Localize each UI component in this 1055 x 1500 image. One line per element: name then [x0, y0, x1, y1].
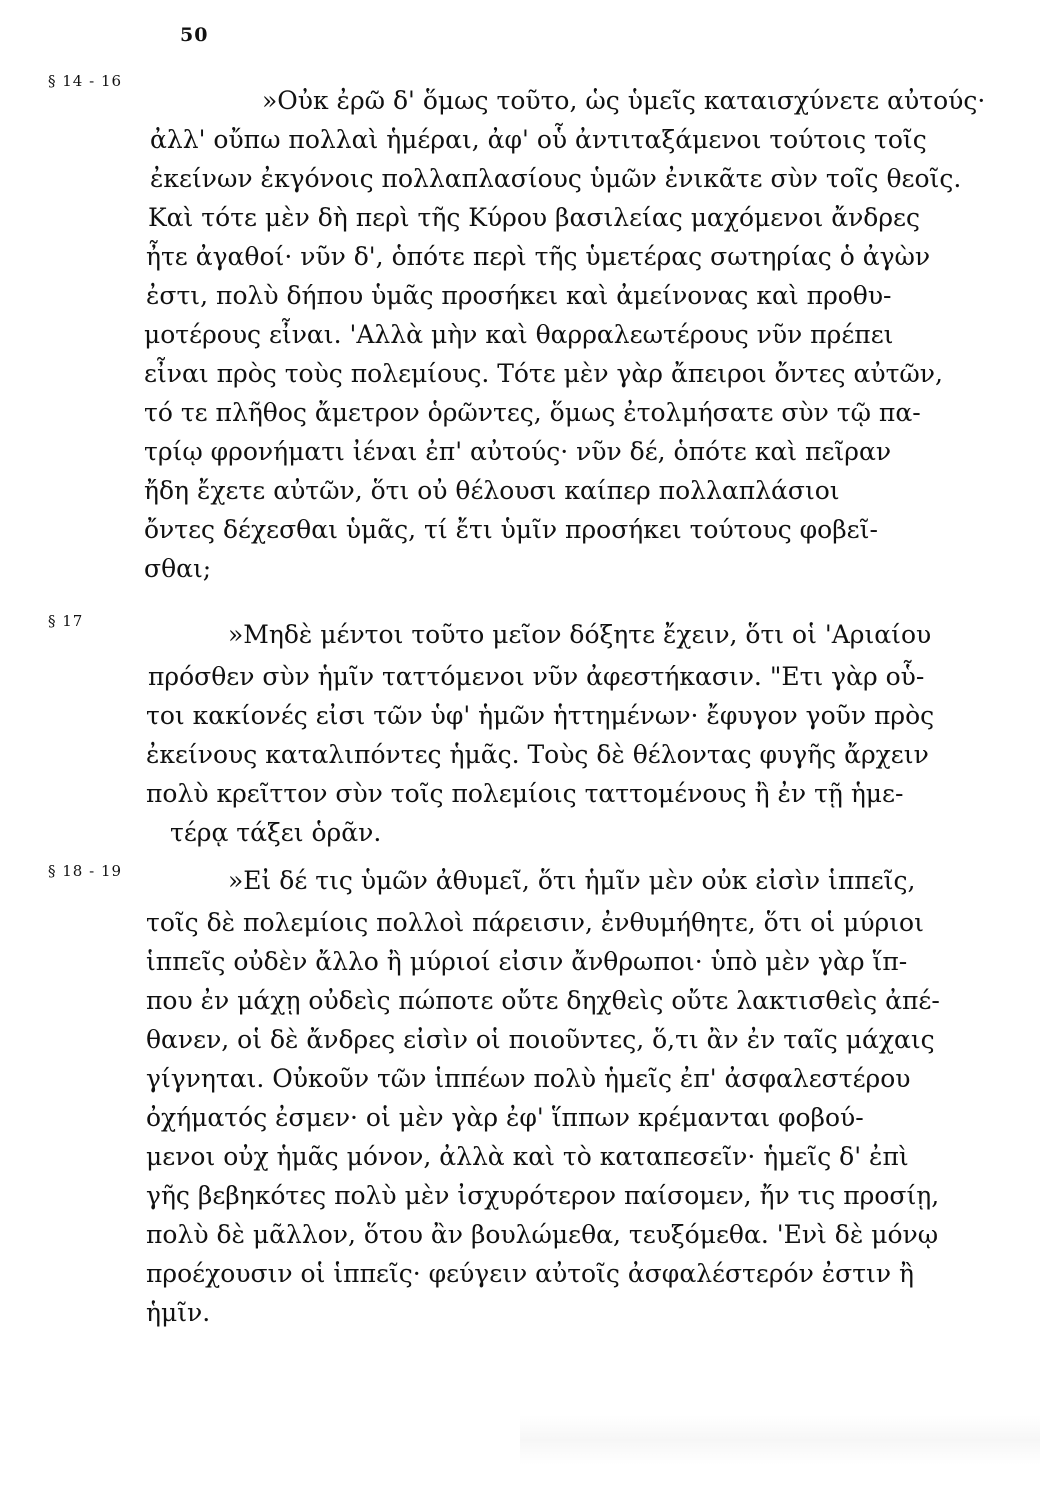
- text-line: προέχουσιν οἱ ἱππεῖς· φεύγειν αὐτοῖς ἀσφαλέστερόν ἐστιν ἢ: [146, 1259, 914, 1288]
- text-line: ἐκείνων ἐκγόνοις πολλαπλασίους ὑμῶν ἐνικᾶτε σὺν τοῖς θεοῖς.: [150, 164, 962, 193]
- text-line: ἡμῖν.: [146, 1298, 211, 1327]
- text-line: γίγνηται. Οὐκοῦν τῶν ἱππέων πολὺ ἡμεῖς ἐπ' ἀσφαλεστέρου: [146, 1064, 911, 1093]
- text-line: τοῖς δὲ πολεμίοις πολλοὶ πάρεισιν, ἐνθυμήθητε, ὅτι οἱ μύριοι: [146, 908, 924, 937]
- page-number: 50: [180, 24, 209, 46]
- text-line: που ἐν μάχῃ οὐδεὶς πώποτε οὔτε δηχθεὶς οὔτε λακτισθεὶς ἀπέ-: [146, 986, 940, 1015]
- text-line: ἤδη ἔχετε αὐτῶν, ὅτι οὐ θέλουσι καίπερ πολλαπλάσιοι: [144, 476, 840, 505]
- text-line: ἐστι, πολὺ δήπου ὑμᾶς προσήκει καὶ ἀμείνονας καὶ προθυ-: [146, 281, 892, 310]
- text-line: θανεν, οἱ δὲ ἄνδρες εἰσὶν οἱ ποιοῦντες, ὅ,τι ἂν ἐν ταῖς μάχαις: [146, 1025, 935, 1054]
- text-line: »Εἰ δέ τις ὑμῶν ἀθυμεῖ, ὅτι ἡμῖν μὲν οὐκ εἰσὶν ἱππεῖς,: [228, 866, 916, 895]
- text-line: ἐκείνους καταλιπόντες ἡμᾶς. Τοὺς δὲ θέλοντας φυγῆς ἄρχειν: [146, 740, 929, 769]
- text-line: εἶναι πρὸς τοὺς πολεμίους. Τότε μὲν γὰρ ἄπειροι ὄντες αὐτῶν,: [144, 359, 943, 388]
- text-line: ἀλλ' οὔπω πολλαὶ ἡμέραι, ἀφ' οὗ ἀντιταξάμενοι τούτοις τοῖς: [150, 125, 927, 154]
- text-line: σθαι;: [144, 554, 212, 583]
- text-line: Καὶ τότε μὲν δὴ περὶ τῆς Κύρου βασιλείας μαχόμενοι ἄνδρες: [148, 203, 920, 232]
- section-ref: § 17: [48, 612, 84, 630]
- section-ref: § 14 - 16: [48, 72, 123, 90]
- text-line: ὀχήματός ἐσμεν· οἱ μὲν γὰρ ἐφ' ἵππων κρέμανται φοβού-: [146, 1103, 864, 1132]
- text-line: ἱππεῖς οὐδὲν ἄλλο ἢ μύριοί εἰσιν ἄνθρωποι· ὑπὸ μὲν γὰρ ἵπ-: [146, 947, 908, 976]
- text-line: πολὺ δὲ μᾶλλον, ὅτου ἂν βουλώμεθα, τευξόμεθα. 'Ενὶ δὲ μόνῳ: [146, 1220, 939, 1249]
- text-line: »Οὐκ ἐρῶ δ' ὅμως τοῦτο, ὡς ὑμεῖς καταισχύνετε αὐτούς·: [262, 86, 986, 115]
- text-line: πολὺ κρεῖττον σὺν τοῖς πολεμίοις ταττομένους ἢ ἐν τῇ ἡμε-: [146, 779, 904, 808]
- text-line: τρίῳ φρονήματι ἰέναι ἐπ' αὐτούς· νῦν δέ, ὁπότε καὶ πεῖραν: [144, 437, 892, 466]
- text-line: τό τε πλῆθος ἄμετρον ὁρῶντες, ὅμως ἐτολμήσατε σὺν τῷ πα-: [144, 398, 921, 427]
- text-line: γῆς βεβηκότες πολὺ μὲν ἰσχυρότερον παίσομεν, ἤν τις προσίῃ,: [146, 1181, 940, 1210]
- text-line: ὄντες δέχεσθαι ὑμᾶς, τί ἔτι ὑμῖν προσήκει τούτους φοβεῖ-: [144, 515, 878, 544]
- section-ref: § 18 - 19: [48, 862, 123, 880]
- text-line: μοτέρους εἶναι. 'Αλλὰ μὴν καὶ θαρραλεωτέρους νῦν πρέπει: [144, 320, 894, 349]
- text-line: τέρᾳ τάξει ὁρᾶν.: [170, 818, 382, 847]
- text-line: πρόσθεν σὺν ἡμῖν ταττόμενοι νῦν ἀφεστήκασιν. "Ετι γὰρ οὗ-: [148, 662, 925, 691]
- text-line: »Μηδὲ μέντοι τοῦτο μεῖον δόξητε ἔχειν, ὅτι οἱ 'Αριαίου: [228, 620, 932, 649]
- text-line: τοι κακίονές εἰσι τῶν ὑφ' ἡμῶν ἡττημένων· ἔφυγον γοῦν πρὸς: [146, 701, 935, 730]
- scan-bleed-through: [520, 1415, 1040, 1465]
- text-line: ἦτε ἀγαθοί· νῦν δ', ὁπότε περὶ τῆς ὑμετέρας σωτηρίας ὁ ἀγὼν: [146, 242, 931, 271]
- text-line: μενοι οὐχ ἡμᾶς μόνον, ἀλλὰ καὶ τὸ καταπεσεῖν· ἡμεῖς δ' ἐπὶ: [146, 1142, 909, 1171]
